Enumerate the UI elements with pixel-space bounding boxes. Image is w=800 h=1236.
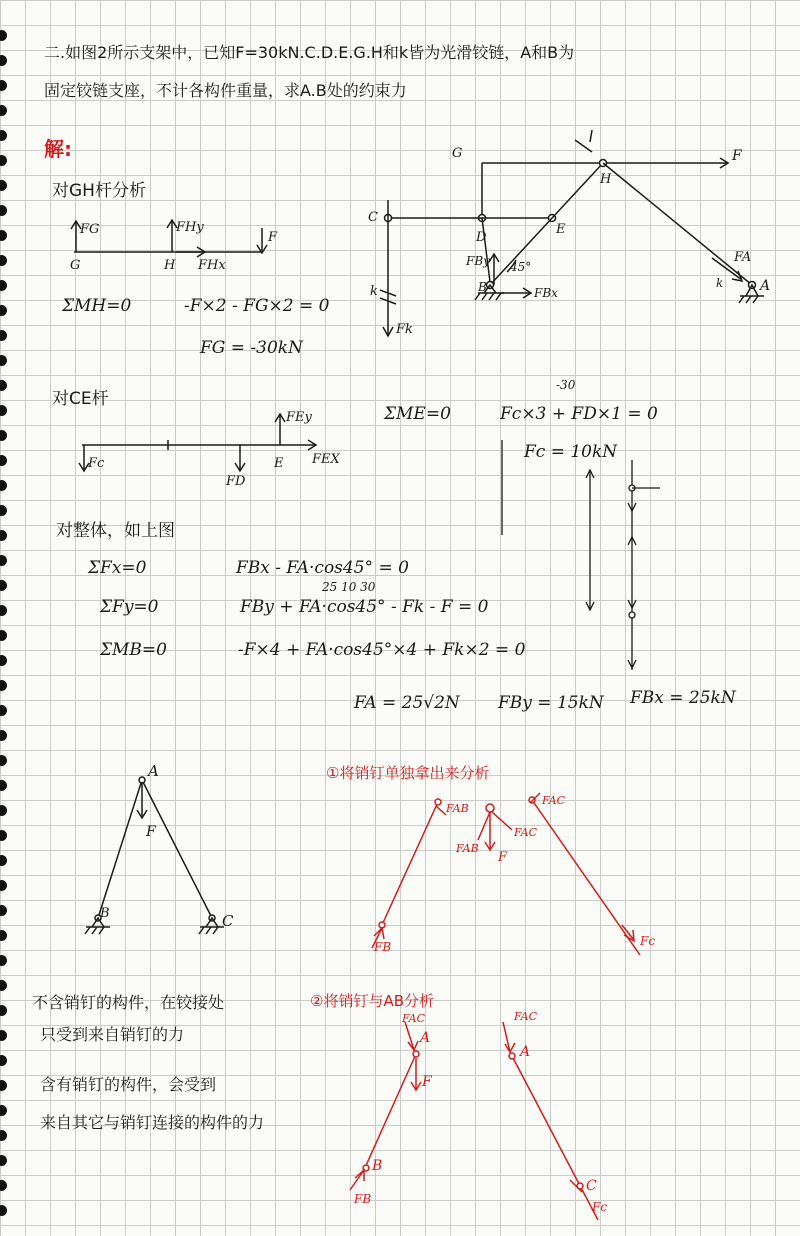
frame-label-fk: Fk: [396, 322, 413, 337]
whole-eq3-body: -F×4 + FA·cos45°×4 + Fk×2 = 0: [238, 640, 526, 660]
tripod-label-a: A: [148, 762, 159, 780]
gh-label-fg: FG: [80, 222, 100, 237]
frame-label-k2: k: [716, 276, 724, 290]
gh-eq-sum: ΣMH=0: [62, 296, 132, 316]
solution-label: 解:: [44, 137, 72, 161]
red2-label-c: C: [586, 1178, 597, 1194]
red1-label-fab: FAB: [446, 802, 469, 815]
gh-eq-body: -F×2 - FG×2 = 0: [184, 296, 330, 316]
red1-label-fc: Fc: [640, 934, 656, 948]
frame-label-fa: FA: [734, 250, 752, 265]
red2-fb-arrow: [350, 1170, 364, 1190]
frame-label-f: F: [732, 148, 742, 164]
tripod-ac: [142, 780, 212, 918]
ce-label-fey: FEy: [286, 410, 312, 425]
tripod-ab: [98, 780, 142, 918]
red2-ac-bar: [512, 1056, 598, 1220]
frame-label-e: E: [556, 222, 566, 237]
ce-label-fc: Fc: [88, 456, 105, 471]
frame-label-a: A: [760, 278, 771, 294]
whole-eq1-sum: ΣFx=0: [88, 558, 147, 578]
whole-eq2-sum: ΣFy=0: [100, 597, 159, 617]
note-line-2: 只受到来自销钉的力: [40, 1025, 185, 1044]
ce-label-e: E: [274, 456, 284, 471]
ce-label-fd: FD: [226, 474, 246, 489]
red2-title: ②将销钉与AB分析: [310, 992, 434, 1010]
result-fby: FBy = 15kN: [498, 693, 604, 713]
gh-label-fhy: FHy: [176, 220, 204, 235]
frame-label-fbx: FBx: [534, 286, 558, 300]
frame-label-b: B: [478, 280, 487, 294]
ce-eq-sum: ΣME=0: [384, 404, 451, 424]
frame-label-c: C: [368, 210, 378, 225]
red1-fab-arrow: [478, 812, 490, 840]
red1-label-f: F: [498, 850, 508, 865]
whole-eq3-sum: ΣMB=0: [100, 640, 167, 660]
result-fa: FA = 25√2N: [354, 693, 460, 713]
red2-label-a2: A: [520, 1044, 531, 1060]
red2-fac-arrow: [405, 1022, 414, 1050]
gh-label-h: H: [164, 258, 176, 273]
note-line-3: 含有销钉的构件，会受到: [40, 1075, 217, 1094]
red2-label-a1: A: [420, 1030, 431, 1046]
red1-label-fb: FB: [374, 940, 392, 954]
red1-label-fac2: FAC: [514, 826, 538, 839]
red2-label-fc: Fc: [592, 1200, 608, 1214]
red2-label-fac2: FAC: [514, 1010, 538, 1023]
ce-eq-body: Fc×3 + FD×1 = 0: [500, 404, 658, 424]
ce-note: -30: [556, 378, 576, 392]
red2-label-f: F: [422, 1074, 432, 1090]
red1-label-fac: FAC: [542, 794, 566, 807]
gh-label-f: F: [268, 230, 278, 245]
tripod-label-f: F: [146, 824, 156, 840]
whole-eq2-body: FBy + FA·cos45° - Fk - F = 0: [240, 597, 489, 617]
note-line-1: 不含销钉的构件，在铰接处: [32, 993, 225, 1012]
red1-title: ①将销钉单独拿出来分析: [326, 764, 490, 782]
whole-eq1-body: FBx - FA·cos45° = 0: [236, 558, 409, 578]
whole-eq2-note: 25 10 30: [322, 580, 376, 594]
red1-ac-bar: [532, 800, 640, 955]
gh-label-g: G: [70, 258, 81, 273]
ce-title: 对CE杆: [52, 389, 109, 409]
frame-bh-diagonal: [490, 163, 603, 285]
frame-label-g: G: [452, 146, 463, 161]
ce-label-fex: FEX: [312, 452, 340, 467]
gh-label-fhx: FHx: [198, 258, 226, 273]
gh-result: FG = -30kN: [200, 338, 303, 358]
whole-title: 对整体，如上图: [56, 521, 175, 541]
red1-fac-arrow: [492, 812, 512, 830]
frame-label-fby: FBy: [466, 254, 490, 268]
note-line-4: 来自其它与销钉连接的构件的力: [40, 1113, 265, 1132]
gh-title: 对GH杆分析: [52, 181, 146, 201]
frame-d-post: [482, 218, 490, 282]
red2-label-fb: FB: [354, 1192, 372, 1206]
tripod-label-c: C: [222, 912, 234, 930]
red2-ab-bar: [364, 1054, 416, 1170]
problem-line-2: 固定铰链支座，不计各构件重量，求A.B处的约束力: [44, 81, 407, 100]
frame-label-d: D: [476, 230, 487, 245]
red2-label-b: B: [372, 1158, 383, 1174]
frame-label-h: H: [600, 172, 612, 187]
ce-result: Fc = 10kN: [524, 442, 618, 462]
red1-label-fab2: FAB: [456, 842, 479, 855]
red1-ab-bar: [382, 802, 438, 925]
problem-line-1: 二.如图2所示支架中，已知F=30kN.C.D.E.G.H和k皆为光滑铰链，A和B为: [44, 43, 575, 62]
tripod-label-b: B: [100, 906, 110, 921]
frame-label-angle: 45°: [510, 260, 532, 274]
result-fbx: FBx = 25kN: [630, 688, 736, 708]
frame-label-k: k: [370, 284, 378, 299]
frame-ha-diagonal: [603, 163, 752, 285]
red2-label-fac: FAC: [402, 1012, 426, 1025]
